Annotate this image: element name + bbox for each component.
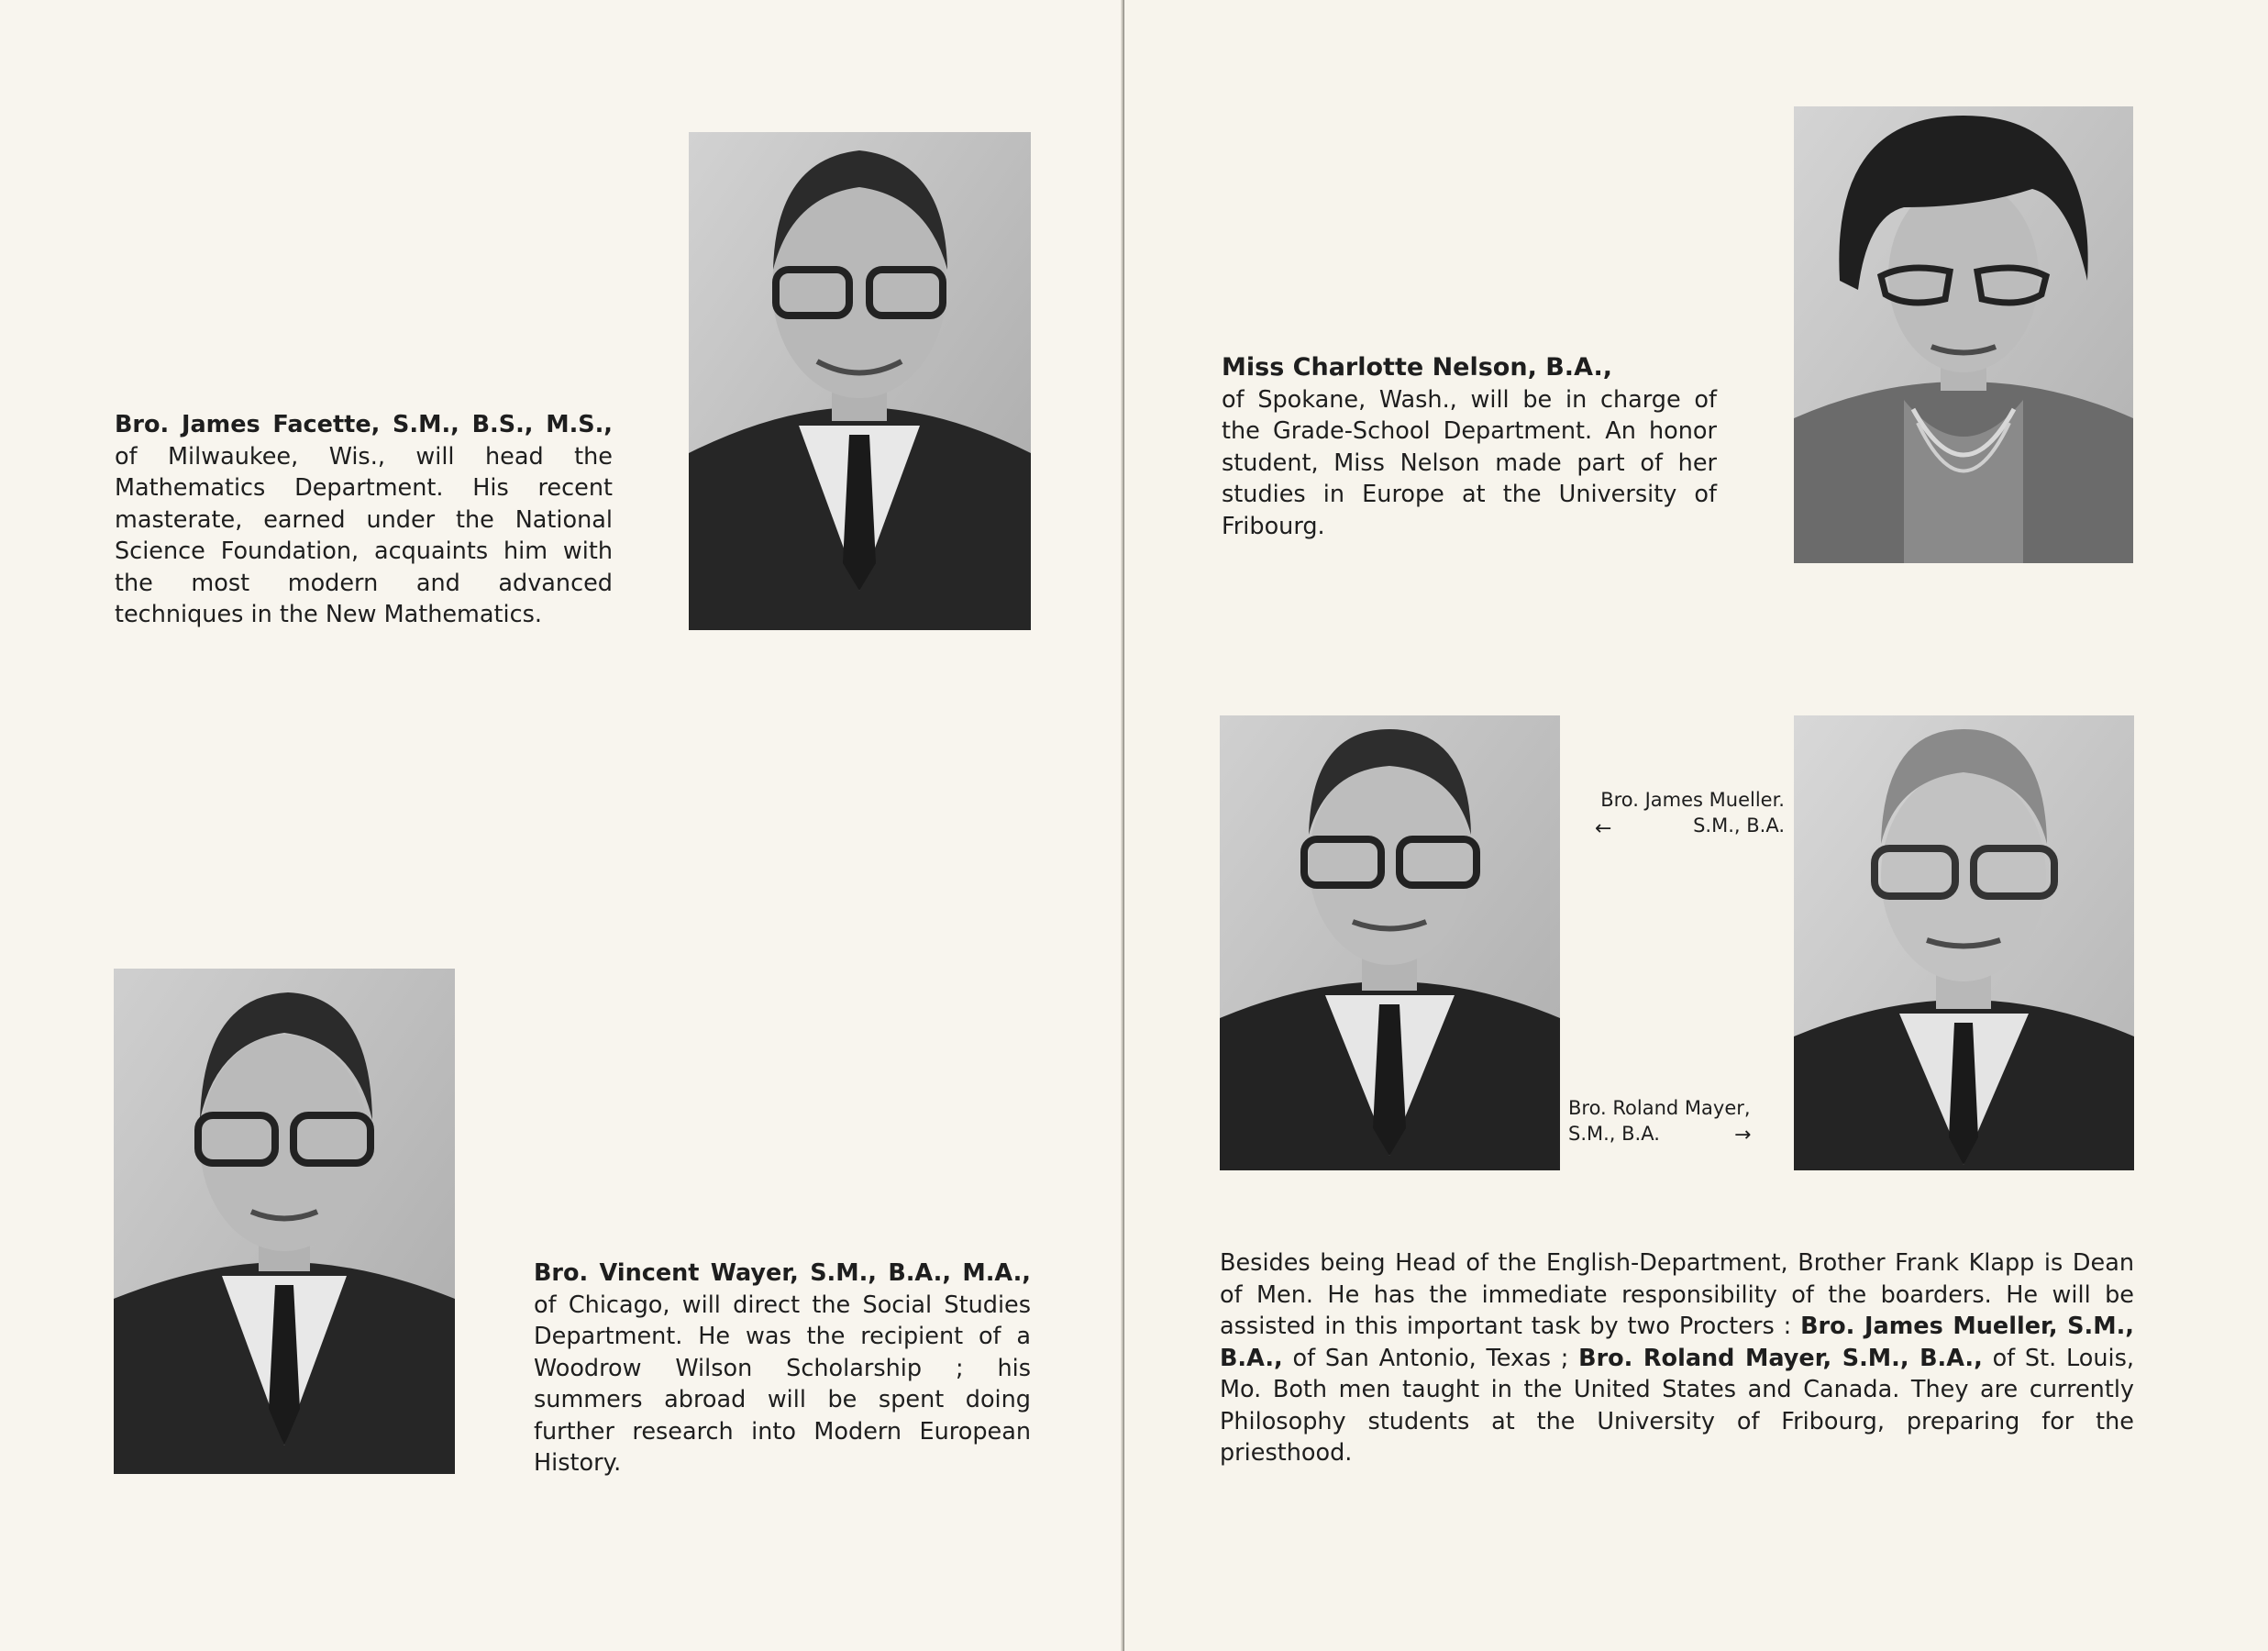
james-facette-bio — [115, 409, 613, 631]
roland-mayer-caption-name: Bro. Roland Mayer, — [1568, 1097, 1751, 1119]
roland-mayer-name-bold: Bro. Roland Mayer, S.M., B.A., — [1578, 1344, 1983, 1372]
roland-mayer-caption — [1568, 1095, 1785, 1147]
frank-klapp-paragraph — [1220, 1247, 2134, 1469]
frank-klapp-intro: Besides being Head of the English-Department, Brother Frank Klapp is Dean of Men. He has the immediate responsibility of the boarders. He will be assisted in this important task by two Procters : — [1220, 1249, 2134, 1340]
vincent-wayer-bio — [534, 1258, 1031, 1479]
james-facette-description: of Milwaukee, Wis., will head the Mathematics Department. His recent masterate, earned under the National Science Foundation, acquaints him with the most modern and advanced techniques in the New Mathematics. — [115, 442, 613, 628]
james-mueller-caption-name: Bro. James Mueller. — [1600, 789, 1785, 811]
james-facette-name: Bro. James Facette, S.M., B.S., M.S., — [115, 411, 613, 438]
james-mueller-name-bold: Bro. James Mueller, S.M., B.A., — [1220, 1313, 2134, 1372]
left-page — [0, 0, 1124, 1651]
vincent-wayer-description: of Chicago, will direct the Social Studies Department. He was the recipient of a Woodrow Wilson Scholarship ; his summers abroad will be spent doing further research into Modern European History. — [534, 1291, 1031, 1477]
portrait-photo-charlotte-nelson — [1794, 106, 2133, 563]
james-mueller-origin: of San Antonio, Texas ; — [1282, 1344, 1579, 1372]
roland-mayer-caption-degrees: S.M., B.A. — [1568, 1123, 1660, 1145]
portrait-photo-james-facette — [689, 132, 1031, 630]
portrait-photo-james-mueller — [1220, 715, 1560, 1170]
vincent-wayer-name: Bro. Vincent Wayer, S.M., B.A., M.A., — [534, 1259, 1031, 1287]
james-mueller-caption-degrees: S.M., B.A. — [1693, 814, 1785, 837]
charlotte-nelson-description: of Spokane, Wash., will be in charge of the Grade-School Department. An honor student, Miss Nelson made part of her studies in Europe at the University of Fribourg. — [1222, 385, 1717, 540]
arrow-right-icon: → — [1734, 1124, 1752, 1147]
portrait-photo-vincent-wayer — [114, 969, 455, 1474]
charlotte-nelson-name: Miss Charlotte Nelson, B.A., — [1222, 353, 1612, 382]
arrow-left-icon: ← — [1595, 817, 1612, 840]
right-page — [1124, 0, 2268, 1651]
charlotte-nelson-bio — [1222, 352, 1717, 542]
procters-description: of St. Louis, Mo. Both men taught in the United States and Canada. They are currently Philosophy students at the University of Fribourg, preparing for the priesthood. — [1220, 1344, 2134, 1467]
portrait-photo-roland-mayer — [1794, 715, 2134, 1170]
